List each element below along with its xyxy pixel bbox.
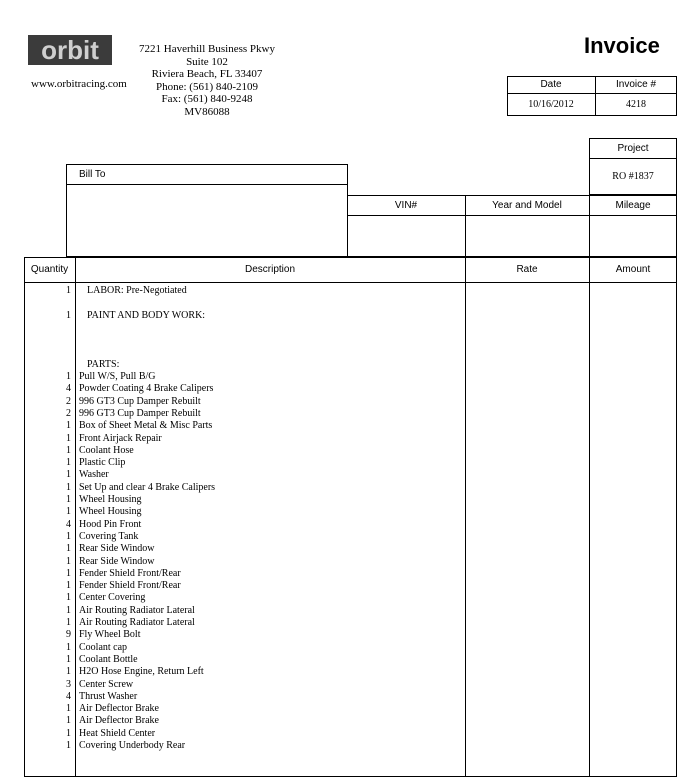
row-description: PAINT AND BODY WORK: — [87, 310, 206, 321]
address-line: Fax: (561) 840-9248 — [161, 93, 253, 106]
row-description: Powder Coating 4 Brake Calipers — [79, 383, 214, 395]
date-label: Date — [540, 79, 562, 90]
row-quantity: 1 — [66, 617, 71, 628]
row-quantity: 1 — [66, 285, 71, 296]
row-description: Air Routing Radiator Lateral — [79, 617, 195, 628]
row-quantity: 4 — [66, 518, 71, 530]
column-divider — [75, 257, 76, 777]
row-description: Fender Shield Front/Rear — [79, 567, 181, 579]
row-description: Plastic Clip — [79, 457, 126, 469]
bill-to-box — [66, 164, 348, 257]
row-quantity: 1 — [66, 604, 71, 616]
mileage-label: Mileage — [615, 200, 651, 211]
divider — [589, 158, 677, 159]
invoice-number: 4218 — [626, 99, 646, 110]
row-quantity: 1 — [66, 715, 71, 727]
vin-label: VIN# — [394, 200, 418, 211]
quantity-header: Quantity — [30, 264, 69, 275]
address-line: Suite 102 — [186, 55, 228, 68]
row-description: Center Screw — [79, 678, 134, 690]
bill-to-label: Bill To — [79, 169, 106, 180]
year-model-label: Year and Model — [492, 200, 562, 211]
project-value: RO #1837 — [612, 171, 654, 182]
row-quantity: 1 — [66, 432, 71, 444]
row-quantity: 1 — [66, 555, 71, 567]
column-divider — [589, 257, 590, 777]
divider — [66, 184, 348, 185]
row-description: Air Deflector Brake — [79, 703, 159, 715]
row-quantity: 3 — [66, 678, 71, 690]
address-line: Riviera Beach, FL 33407 — [151, 68, 263, 81]
row-description: Box of Sheet Metal & Misc Parts — [79, 420, 213, 432]
row-quantity: 4 — [66, 383, 71, 395]
invoice-date: 10/16/2012 — [528, 99, 574, 110]
row-description: Wheel Housing — [79, 506, 142, 518]
row-description: Covering Tank — [79, 530, 139, 542]
invoice-title: Invoice — [584, 33, 660, 58]
row-description: 996 GT3 Cup Damper Rebuilt — [79, 395, 201, 407]
row-description: Center Covering — [79, 592, 146, 604]
row-description: Coolant cap — [79, 641, 128, 653]
row-description: Rear Side Window — [79, 543, 155, 555]
row-quantity: 1 — [66, 727, 71, 739]
row-description: Rear Side Window — [79, 555, 155, 567]
row-description: Hood Pin Front — [79, 518, 142, 530]
row-quantity: 1 — [66, 469, 71, 481]
row-quantity: 1 — [66, 494, 71, 505]
row-quantity: 1 — [66, 740, 71, 751]
row-description: H2O Hose Engine, Return Left — [79, 666, 204, 678]
row-quantity: 1 — [66, 641, 71, 653]
row-description: Coolant Bottle — [79, 653, 138, 665]
row-quantity: 1 — [66, 543, 71, 555]
row-quantity: 1 — [66, 567, 71, 579]
divider — [347, 215, 677, 216]
row-description: LABOR: Pre-Negotiated — [87, 285, 187, 296]
row-description: Heat Shield Center — [79, 727, 156, 739]
column-divider — [465, 257, 466, 777]
address-line: 7221 Haverhill Business Pkwy — [139, 43, 275, 55]
row-quantity: 4 — [66, 690, 71, 702]
row-quantity: 2 — [66, 407, 71, 419]
row-description: Air Routing Radiator Lateral — [79, 604, 195, 616]
row-quantity: 1 — [66, 371, 71, 382]
row-quantity: 1 — [66, 420, 71, 432]
row-quantity: 1 — [66, 506, 71, 518]
row-description: Pull W/S, Pull B/G — [79, 371, 156, 382]
row-quantity: 1 — [66, 444, 71, 456]
row-description: Air Deflector Brake — [79, 715, 159, 727]
row-description: Front Airjack Repair — [79, 432, 162, 444]
row-quantity: 2 — [66, 395, 71, 407]
row-quantity: 1 — [66, 703, 71, 715]
row-quantity: 1 — [66, 457, 71, 469]
amount-header: Amount — [615, 264, 651, 275]
row-quantity: 1 — [66, 310, 71, 321]
rate-header: Rate — [516, 264, 538, 275]
invoice-number-label: Invoice # — [615, 79, 657, 90]
row-description: Wheel Housing — [79, 494, 142, 505]
project-label: Project — [617, 143, 649, 154]
row-quantity: 1 — [66, 666, 71, 678]
company-website: www.orbitracing.com — [31, 78, 127, 90]
row-description: Thrust Washer — [79, 690, 138, 702]
row-quantity: 1 — [66, 592, 71, 604]
description-header: Description — [244, 264, 296, 275]
row-description: Set Up and clear 4 Brake Calipers — [79, 481, 216, 493]
company-logo: orbit — [28, 35, 112, 65]
row-quantity: 1 — [66, 530, 71, 542]
table-header-divider — [24, 282, 677, 283]
address-line: MV86088 — [184, 105, 230, 118]
row-quantity: 1 — [66, 653, 71, 665]
row-description: PARTS: — [87, 359, 120, 370]
address-line: Phone: (561) 840-2109 — [155, 80, 259, 93]
row-description: Fender Shield Front/Rear — [79, 580, 181, 592]
row-description: Washer — [79, 469, 109, 481]
row-description: Fly Wheel Bolt — [79, 629, 141, 641]
row-description: Coolant Hose — [79, 444, 134, 456]
row-quantity: 9 — [66, 629, 71, 641]
row-quantity: 1 — [66, 580, 71, 592]
row-description: Covering Underbody Rear — [79, 740, 186, 751]
divider — [507, 93, 677, 94]
row-description: 996 GT3 Cup Damper Rebuilt — [79, 407, 201, 419]
company-address — [122, 43, 292, 119]
row-quantity: 1 — [66, 481, 71, 493]
